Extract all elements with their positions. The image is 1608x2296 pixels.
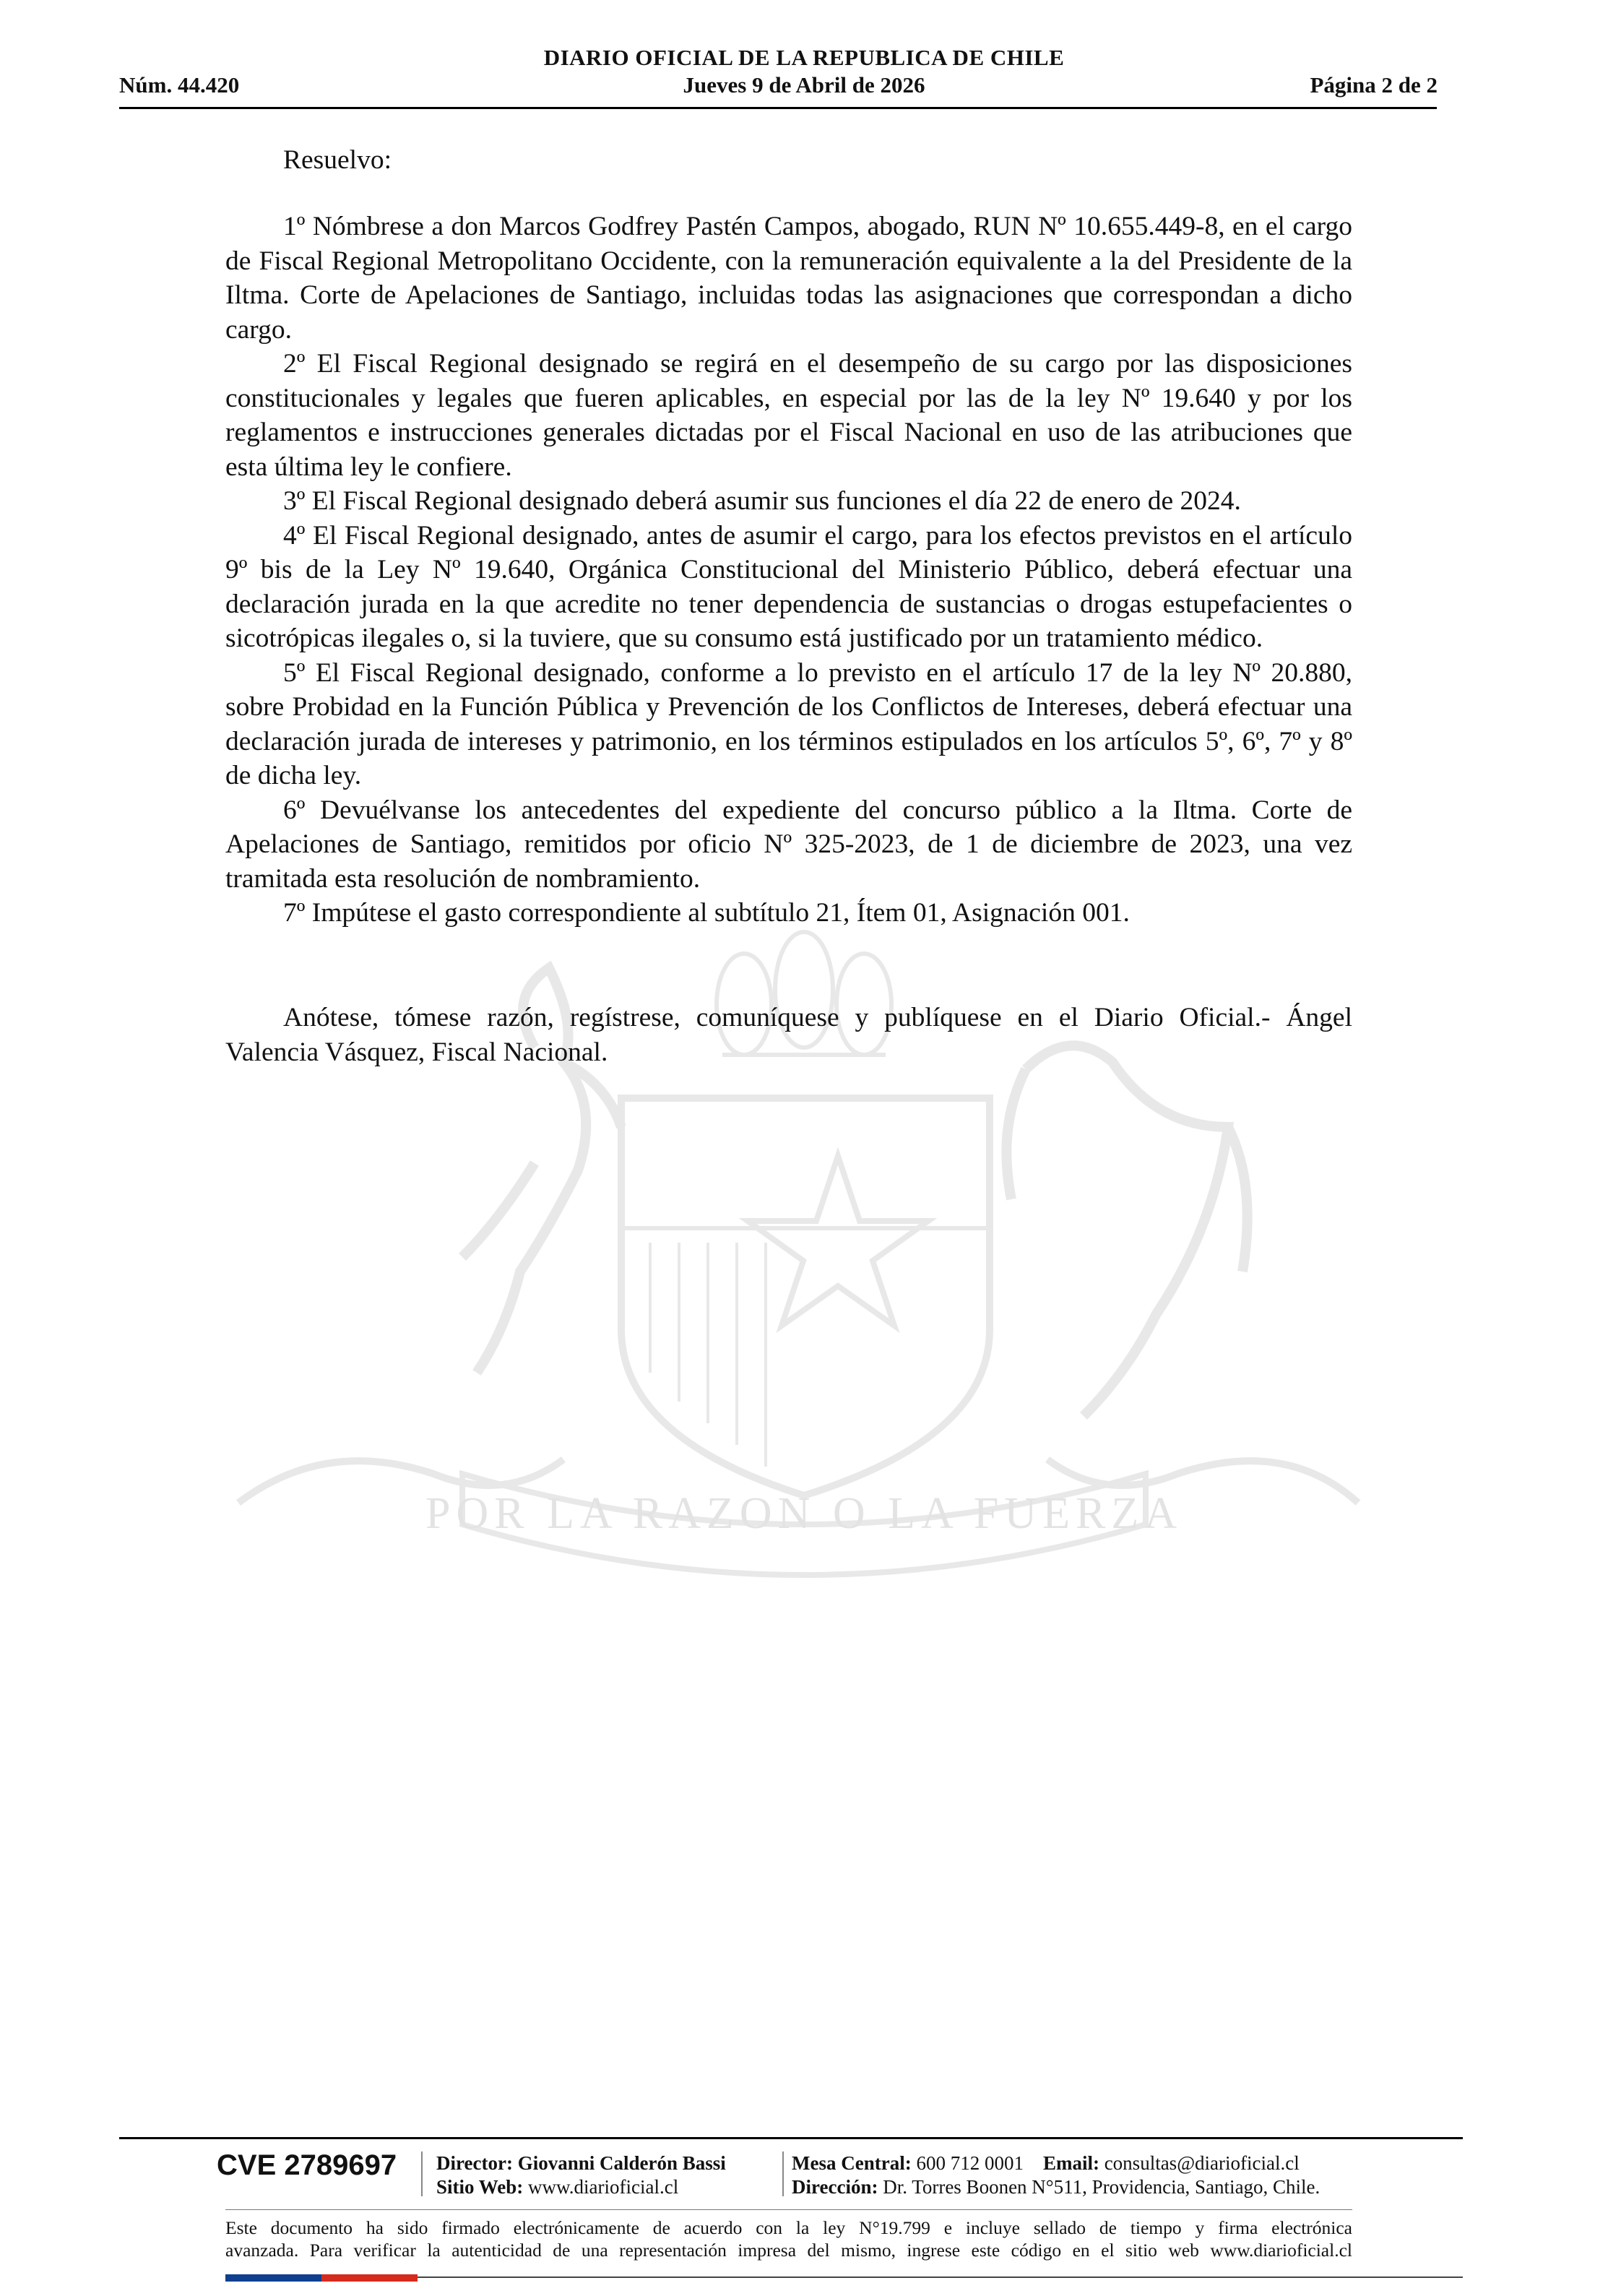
website-link[interactable]: www.diarioficial.cl bbox=[528, 2176, 679, 2198]
flag-color-bar bbox=[225, 2274, 418, 2282]
motto-text: POR LA RAZON O LA FUERZA bbox=[425, 1489, 1183, 1538]
closing-block bbox=[225, 1001, 1352, 1069]
director-label: Director: bbox=[436, 2152, 513, 2174]
cve-code: CVE 2789697 bbox=[217, 2149, 397, 2181]
resolution-article-5: 5º El Fiscal Regional designado, conforme a lo previsto en el artículo 17 de la ley Nº 20.880, sobre Probidad en la Función Pública y Prevención de los Conflictos de Intereses, deberá efectuar una declaración jurada de intereses y patrimonio, en los términos estipulados en los artículos 5º, 6º, 7º y 8º de dicha ley. bbox=[225, 657, 1352, 790]
email-link[interactable]: consultas@diarioficial.cl bbox=[1104, 2152, 1300, 2174]
address-label: Dirección: bbox=[792, 2176, 878, 2198]
star-icon bbox=[748, 1156, 928, 1326]
shield-icon bbox=[621, 1098, 990, 1496]
footer-divider-bottom bbox=[418, 2276, 1463, 2278]
flag-blue-segment bbox=[225, 2274, 321, 2282]
resolution-body bbox=[225, 210, 1352, 931]
mesa-central-phone: 600 712 0001 bbox=[916, 2152, 1024, 2174]
resolution-article-1: 1º Nómbrese a don Marcos Godfrey Pastén Campos, abogado, RUN Nº 10.655.449-8, en el cargo de Fiscal Regional Metropolitano Occidente, con la remuneración equivalente a la del Presidente de la Iltma. Corte de Apelaciones de Santiago, incluidas todas las asignaciones que correspondan a dicho cargo. bbox=[225, 212, 1352, 345]
footer-separator bbox=[782, 2152, 784, 2196]
header-divider bbox=[119, 107, 1437, 109]
footer-contact-block bbox=[792, 2152, 1320, 2199]
resolution-article-6: 6º Devuélvanse los antecedentes del expediente del concurso público a la Iltma. Corte de Apelaciones de Santiago, remitidos por oficio Nº 325-2023, de 1 de diciembre de 2023, una vez tramitada esta resolución de nombramiento. bbox=[225, 795, 1352, 894]
footer-legal-note bbox=[225, 2217, 1352, 2261]
publication-title: DIARIO OFICIAL DE LA REPUBLICA DE CHILE bbox=[543, 45, 1065, 70]
footer-divider-mid bbox=[225, 2209, 1352, 2210]
footer-director-block bbox=[436, 2152, 726, 2199]
address-value: Dr. Torres Boonen N°511, Providencia, Santiago, Chile. bbox=[883, 2176, 1320, 2198]
legal-note-line-2: avanzada. Para verificar la autenticidad de una representación impresa del mismo, ingrese este código en el sitio web www.diarioficial.cl bbox=[225, 2240, 1352, 2261]
issue-date: Jueves 9 de Abril de 2026 bbox=[683, 72, 925, 98]
footer-separator bbox=[421, 2152, 423, 2196]
resolution-article-3: 3º El Fiscal Regional designado deberá asumir sus funciones el día 22 de enero de 2024. bbox=[283, 486, 1241, 516]
resolution-article-7: 7º Impútese el gasto correspondiente al subtítulo 21, Ítem 01, Asignación 001. bbox=[283, 898, 1130, 928]
issue-number: Núm. 44.420 bbox=[119, 72, 240, 98]
email-label: Email: bbox=[1042, 2152, 1099, 2174]
mesa-central-label: Mesa Central: bbox=[792, 2152, 912, 2174]
resolution-article-4: 4º El Fiscal Regional designado, antes de asumir el cargo, para los efectos previstos en el artículo 9º bis de la Ley Nº 19.640, Orgánica Constitucional del Ministerio Público, deberá efectuar una declaración jurada en la que acredite no tener dependencia de sustancias o drogas estupefacientes o sicotrópicas ilegales o, si la tuviere, que su consumo está justificado por un tratamiento médico. bbox=[225, 520, 1352, 653]
footer-divider-top bbox=[119, 2137, 1463, 2139]
legal-note-line-1: Este documento ha sido firmado electrónicamente de acuerdo con la ley N°19.799 e incluye sellado de tiempo y firma electrónica bbox=[225, 2217, 1352, 2238]
resolution-article-2: 2º El Fiscal Regional designado se regirá en el desempeño de su cargo por las disposiciones constitucionales y legales que fueren aplicables, en especial por las de la ley Nº 19.640 y por los reglamentos e instrucciones generales dictadas por el Fiscal Nacional en uso de las atribuciones que esta última ley le confiere. bbox=[225, 349, 1352, 482]
condor-icon bbox=[1006, 1045, 1247, 1416]
closing-text: Anótese, tómese razón, regístrese, comuníquese y publíquese en el Diario Oficial.- Ángel Valencia Vásquez, Fiscal Nacional. bbox=[225, 1003, 1352, 1067]
flag-red-segment bbox=[321, 2274, 418, 2282]
website-label: Sitio Web: bbox=[436, 2176, 524, 2198]
resolution-heading: Resuelvo: bbox=[283, 145, 392, 175]
page-indicator: Página 2 de 2 bbox=[1310, 72, 1438, 98]
director-name: Giovanni Calderón Bassi bbox=[517, 2152, 726, 2174]
